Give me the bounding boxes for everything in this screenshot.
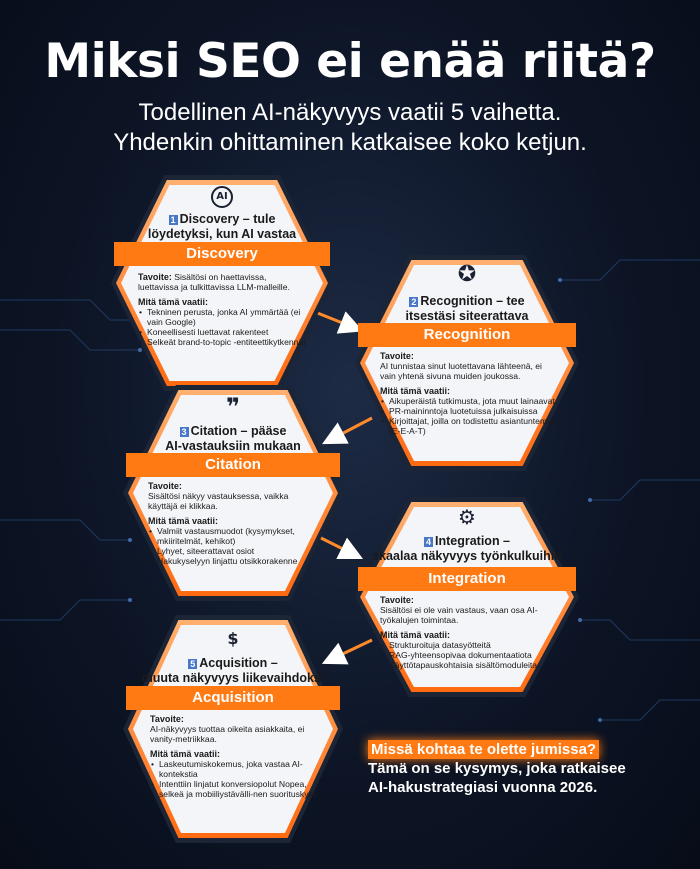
badge-icon: ✪ bbox=[457, 262, 477, 287]
list-item: • Hakukyselyyn linjattu otsikkorakenne bbox=[148, 556, 320, 566]
step-band: Discovery bbox=[114, 242, 330, 266]
step-heading-line-2: AI-vastauksiin mukaan bbox=[165, 439, 301, 453]
goal-label: Tavoite: bbox=[380, 595, 414, 605]
cta-question: Missä kohtaa te olette jumissa? bbox=[368, 740, 599, 759]
step-band: Acquisition bbox=[126, 686, 340, 710]
step-heading-line-2: muuta näkyvyys liikevaihdoksi bbox=[141, 671, 325, 685]
step-number: 2 bbox=[411, 297, 417, 307]
list-item: • Intenttiin linjatut konversiopolut Nopea, selkeä ja mobiiliystävälli-nen suorituskyky bbox=[150, 779, 318, 799]
list-item: • Tekninen perusta, jonka AI ymmärtää (ei vain Google) bbox=[138, 307, 308, 327]
list-item: • PR-maininntoja luotetuissa julkaisuissa bbox=[380, 406, 560, 416]
step-heading bbox=[108, 212, 336, 241]
needs-label: Mitä tämä vaatii: bbox=[138, 297, 209, 307]
step-heading-line-1: Discovery – tule bbox=[179, 212, 276, 226]
list-item: • Aikuperäistä tutkimusta, jota muut lainaavat bbox=[380, 396, 560, 406]
step-body bbox=[380, 351, 560, 436]
step-heading bbox=[352, 294, 582, 323]
step-heading bbox=[120, 424, 346, 453]
step-number: 3 bbox=[181, 427, 187, 437]
step-heading-line-1: Recognition – tee bbox=[420, 294, 525, 308]
step-heading bbox=[120, 656, 346, 685]
list-item: • Koneellisesti luettavat rakenteet bbox=[138, 327, 308, 337]
step-citation bbox=[120, 382, 346, 604]
step-number: 4 bbox=[425, 537, 431, 547]
goal-text: Sisältösi ei ole vain vastaus, vaan osa AI-työkalujen toimintaa. bbox=[380, 605, 538, 625]
step-body bbox=[150, 714, 318, 799]
ai-search-icon: AI bbox=[211, 186, 233, 208]
step-acquisition bbox=[120, 612, 346, 846]
step-number: 1 bbox=[170, 215, 176, 225]
list-item: • Valmiit vastausmuodot (kysymykset, mkiiritelmät, kehikot) bbox=[148, 526, 320, 546]
step-discovery bbox=[108, 172, 336, 394]
quote-icon: ❞ bbox=[225, 393, 241, 421]
step-body bbox=[380, 595, 560, 670]
cta-answer-line-2: AI-hakustrategiasi vuonna 2026. bbox=[368, 779, 598, 796]
goal-label: Tavoite: bbox=[380, 351, 414, 361]
list-item: • Lyhyet, siteerattavat osiot bbox=[148, 546, 320, 556]
step-heading-line-1: Integration – bbox=[435, 534, 511, 548]
step-band: Integration bbox=[358, 567, 576, 591]
goal-text: AI-näkyvyys tuottaa oikeita asiakkaita, ei vanity-metriikkaa. bbox=[150, 724, 305, 744]
workflow-icon: ⚙ bbox=[458, 505, 476, 529]
needs-label: Mitä tämä vaatii: bbox=[380, 386, 451, 396]
goal-label: Tavoite: bbox=[148, 481, 182, 491]
step-heading bbox=[352, 534, 582, 563]
goal-text: Sisältösi on haettavissa, luettavissa ja tulkittavissa LLM-malleille. bbox=[138, 272, 290, 292]
step-band: Citation bbox=[126, 453, 340, 477]
list-item: • Selkeät brand-to-topic -entiteettikytkennät bbox=[138, 337, 308, 347]
step-heading-line-1: Citation – pääse bbox=[190, 424, 287, 438]
step-heading-line-2: löydetyksi, kun AI vastaa bbox=[147, 227, 297, 241]
step-band: Recognition bbox=[358, 323, 576, 347]
goal-text: Sisältösi näkyy vastauksessa, vaikka käyttäjä ei klikkaa. bbox=[148, 491, 289, 511]
cta-answer-line-1: Tämä on se kysymys, joka ratkaisee bbox=[368, 760, 626, 777]
step-heading-line-1: Acquisition – bbox=[199, 656, 278, 670]
step-heading-line-2: skaalaa näkyvyys työnkulkuihin bbox=[372, 549, 562, 563]
step-recognition bbox=[352, 252, 582, 474]
step-body bbox=[148, 481, 320, 566]
list-item: • Laskeutumiskokemus, joka vastaa AI-kontekstia bbox=[150, 759, 318, 779]
page-title: Miksi SEO ei enää riitä? bbox=[44, 34, 656, 89]
subtitle-line-2: Yhdenkin ohittaminen katkaisee koko ketjun. bbox=[113, 129, 587, 156]
needs-label: Mitä tämä vaatii: bbox=[148, 516, 219, 526]
needs-label: Mitä tämä vaatii: bbox=[150, 749, 221, 759]
list-item: • Käyttötapauskohtaisia sisältömoduleita bbox=[380, 660, 560, 670]
step-integration bbox=[352, 494, 582, 700]
needs-label: Mitä tämä vaatii: bbox=[380, 630, 451, 640]
call-to-action bbox=[368, 740, 668, 797]
goal-text: AI tunnistaa sinut luotettavana lähteenä, ei vain yhtenä sivuna muiden joukossa. bbox=[380, 361, 542, 381]
step-heading-line-2: itsestäsi siteerattava bbox=[405, 309, 529, 323]
list-item: • Kirjoittajat, joilla on todistettu asiantuntemus (E-E-A-T) bbox=[380, 416, 560, 436]
subtitle-line-1: Todellinen AI-näkyvyys vaatii 5 vaihetta. bbox=[138, 99, 562, 126]
goal-label: Tavoite: bbox=[150, 714, 184, 724]
step-body bbox=[138, 272, 308, 347]
growth-icon: $ bbox=[227, 629, 239, 648]
step-number: 5 bbox=[190, 659, 196, 669]
list-item: • Strukturoituja datasyötteitä bbox=[380, 640, 560, 650]
goal-label: Tavoite: bbox=[138, 272, 172, 282]
list-item: • RAG-yhteensopivaa dokumentaatiota bbox=[380, 650, 560, 660]
